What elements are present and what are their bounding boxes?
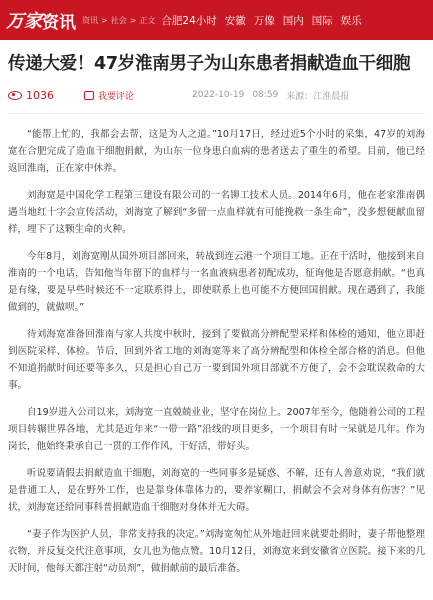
comment-link[interactable]: [84, 89, 134, 102]
breadcrumb: [82, 15, 155, 26]
article-source: 来源：江淮晨报: [286, 91, 350, 102]
article-title: 传递大爱！47岁淮南男子为山东患者捐献造血干细胞: [8, 54, 411, 74]
article-paragraph: 待刘海宽准备回淮南与家人共度中秋时，接到了要做高分辨配型采样和体检的通知，他立即赶到医院采样、体检。节后，回到外省工地的刘海宽等来了高分辨配型和体检全部合格的消息。但他不知道捐献时间还要等多久，只是担心自己万一要到国外项目部就不方便了，会不会耽误救命的大事。: [8, 329, 425, 391]
comment-label: 我要评论: [98, 91, 135, 102]
nav-item-entertainment[interactable]: 娱乐: [340, 14, 362, 27]
article-paragraph: 自19岁进入公司以来，刘海宽一直兢兢业业，坚守在岗位上。2007年至今，他随着公司的工程项目转辗世界各地，尤其是近年来“一带一路”沿线的项目更多，一个项目有时一呆就是几年。作为岗长，他始终秉承自己一贯的工作作风，干好活，带好头。: [8, 407, 425, 452]
publish-time: 08:59: [252, 90, 279, 100]
eye-icon: [8, 91, 22, 100]
article-paragraph: 听说要请假去捐献造血干细胞，刘海宽的一些同事多是疑惑、不解，还有人善意劝说，“我们就是普通工人，是在野外工作，也是靠身体靠体力的，要养家糊口，捐献会不会对身体有伤害？”见状，刘海宽还给同事科普捐献造血干细胞对身体并无大碍。: [8, 468, 425, 513]
nav-item-anhui[interactable]: 安徽: [224, 14, 246, 27]
nav-item-domestic[interactable]: 国内: [282, 14, 304, 27]
breadcrumb-item-news[interactable]: 资讯: [82, 15, 98, 25]
article-meta: [0, 75, 433, 105]
logo-sub-text: 资讯: [42, 12, 76, 33]
breadcrumb-separator: >: [129, 15, 137, 25]
logo-main-text: 万家: [6, 11, 42, 32]
article-paragraph: 今年8月，刘海宽刚从国外项目部回来，转战到连云港一个项目工地。正在干活时，他接到来自淮南的一个电话，告知他当年留下的血样与一名血液病患者初配成功，征询他是否愿意捐献。“也真是有缘，要是早些时候还不一定联系得上，即使联系上也可能不方便回国捐献。现在遇到了，我能做到的，就做呗。”: [8, 251, 425, 313]
article-paragraph: 刘海宽是中国化学工程第三建设有限公司的一名铆工技术人员。2014年6月，他在老家淮南偶遇当地红十字会宣传活动，刘海宽了解到“多留一点血样就有可能挽救一条生命”，没多想便献血留样，埋下了这颗生命的火种。: [8, 190, 425, 235]
nav-item-wanxiang[interactable]: 万像: [253, 14, 275, 27]
view-count-value: 1036: [26, 88, 54, 102]
nav-item-international[interactable]: 国际: [311, 14, 333, 27]
top-navigation-bar: [0, 0, 433, 40]
breadcrumb-separator: >: [101, 15, 108, 25]
publish-date: 2022-10-19: [192, 90, 245, 100]
site-logo[interactable]: [6, 7, 76, 33]
view-count: [8, 89, 54, 102]
channel-nav: [161, 13, 369, 28]
breadcrumb-item-article: 正文: [139, 15, 156, 25]
breadcrumb-item-society[interactable]: 社会: [110, 15, 127, 25]
article-paragraph: “妻子作为医护人员，非常支持我的决定。”刘海宽匆忙从外地赶回来就要赴捐时，妻子帮他整理衣物，并反复交代注意事项，女儿也为他点赞。10月12日，刘海宽来到安徽省立医院。接下来的几天时间，他每天都注射“动员剂”，做捐献前的最后准备。: [8, 529, 425, 574]
comment-icon: [84, 91, 94, 100]
article-body: [0, 114, 433, 577]
article-paragraph: “能帮上忙的，我都会去帮，这是为人之道。”10月17日，经过近5个小时的采集，47岁的刘海宽在合肥完成了造血干细胞捐献，为山东一位身患白血病的患者送去了重生的希望。目前，他已经返回淮南，正在家中休养。: [8, 129, 425, 174]
nav-item-hefei-24h[interactable]: 合肥24小时: [161, 14, 217, 27]
